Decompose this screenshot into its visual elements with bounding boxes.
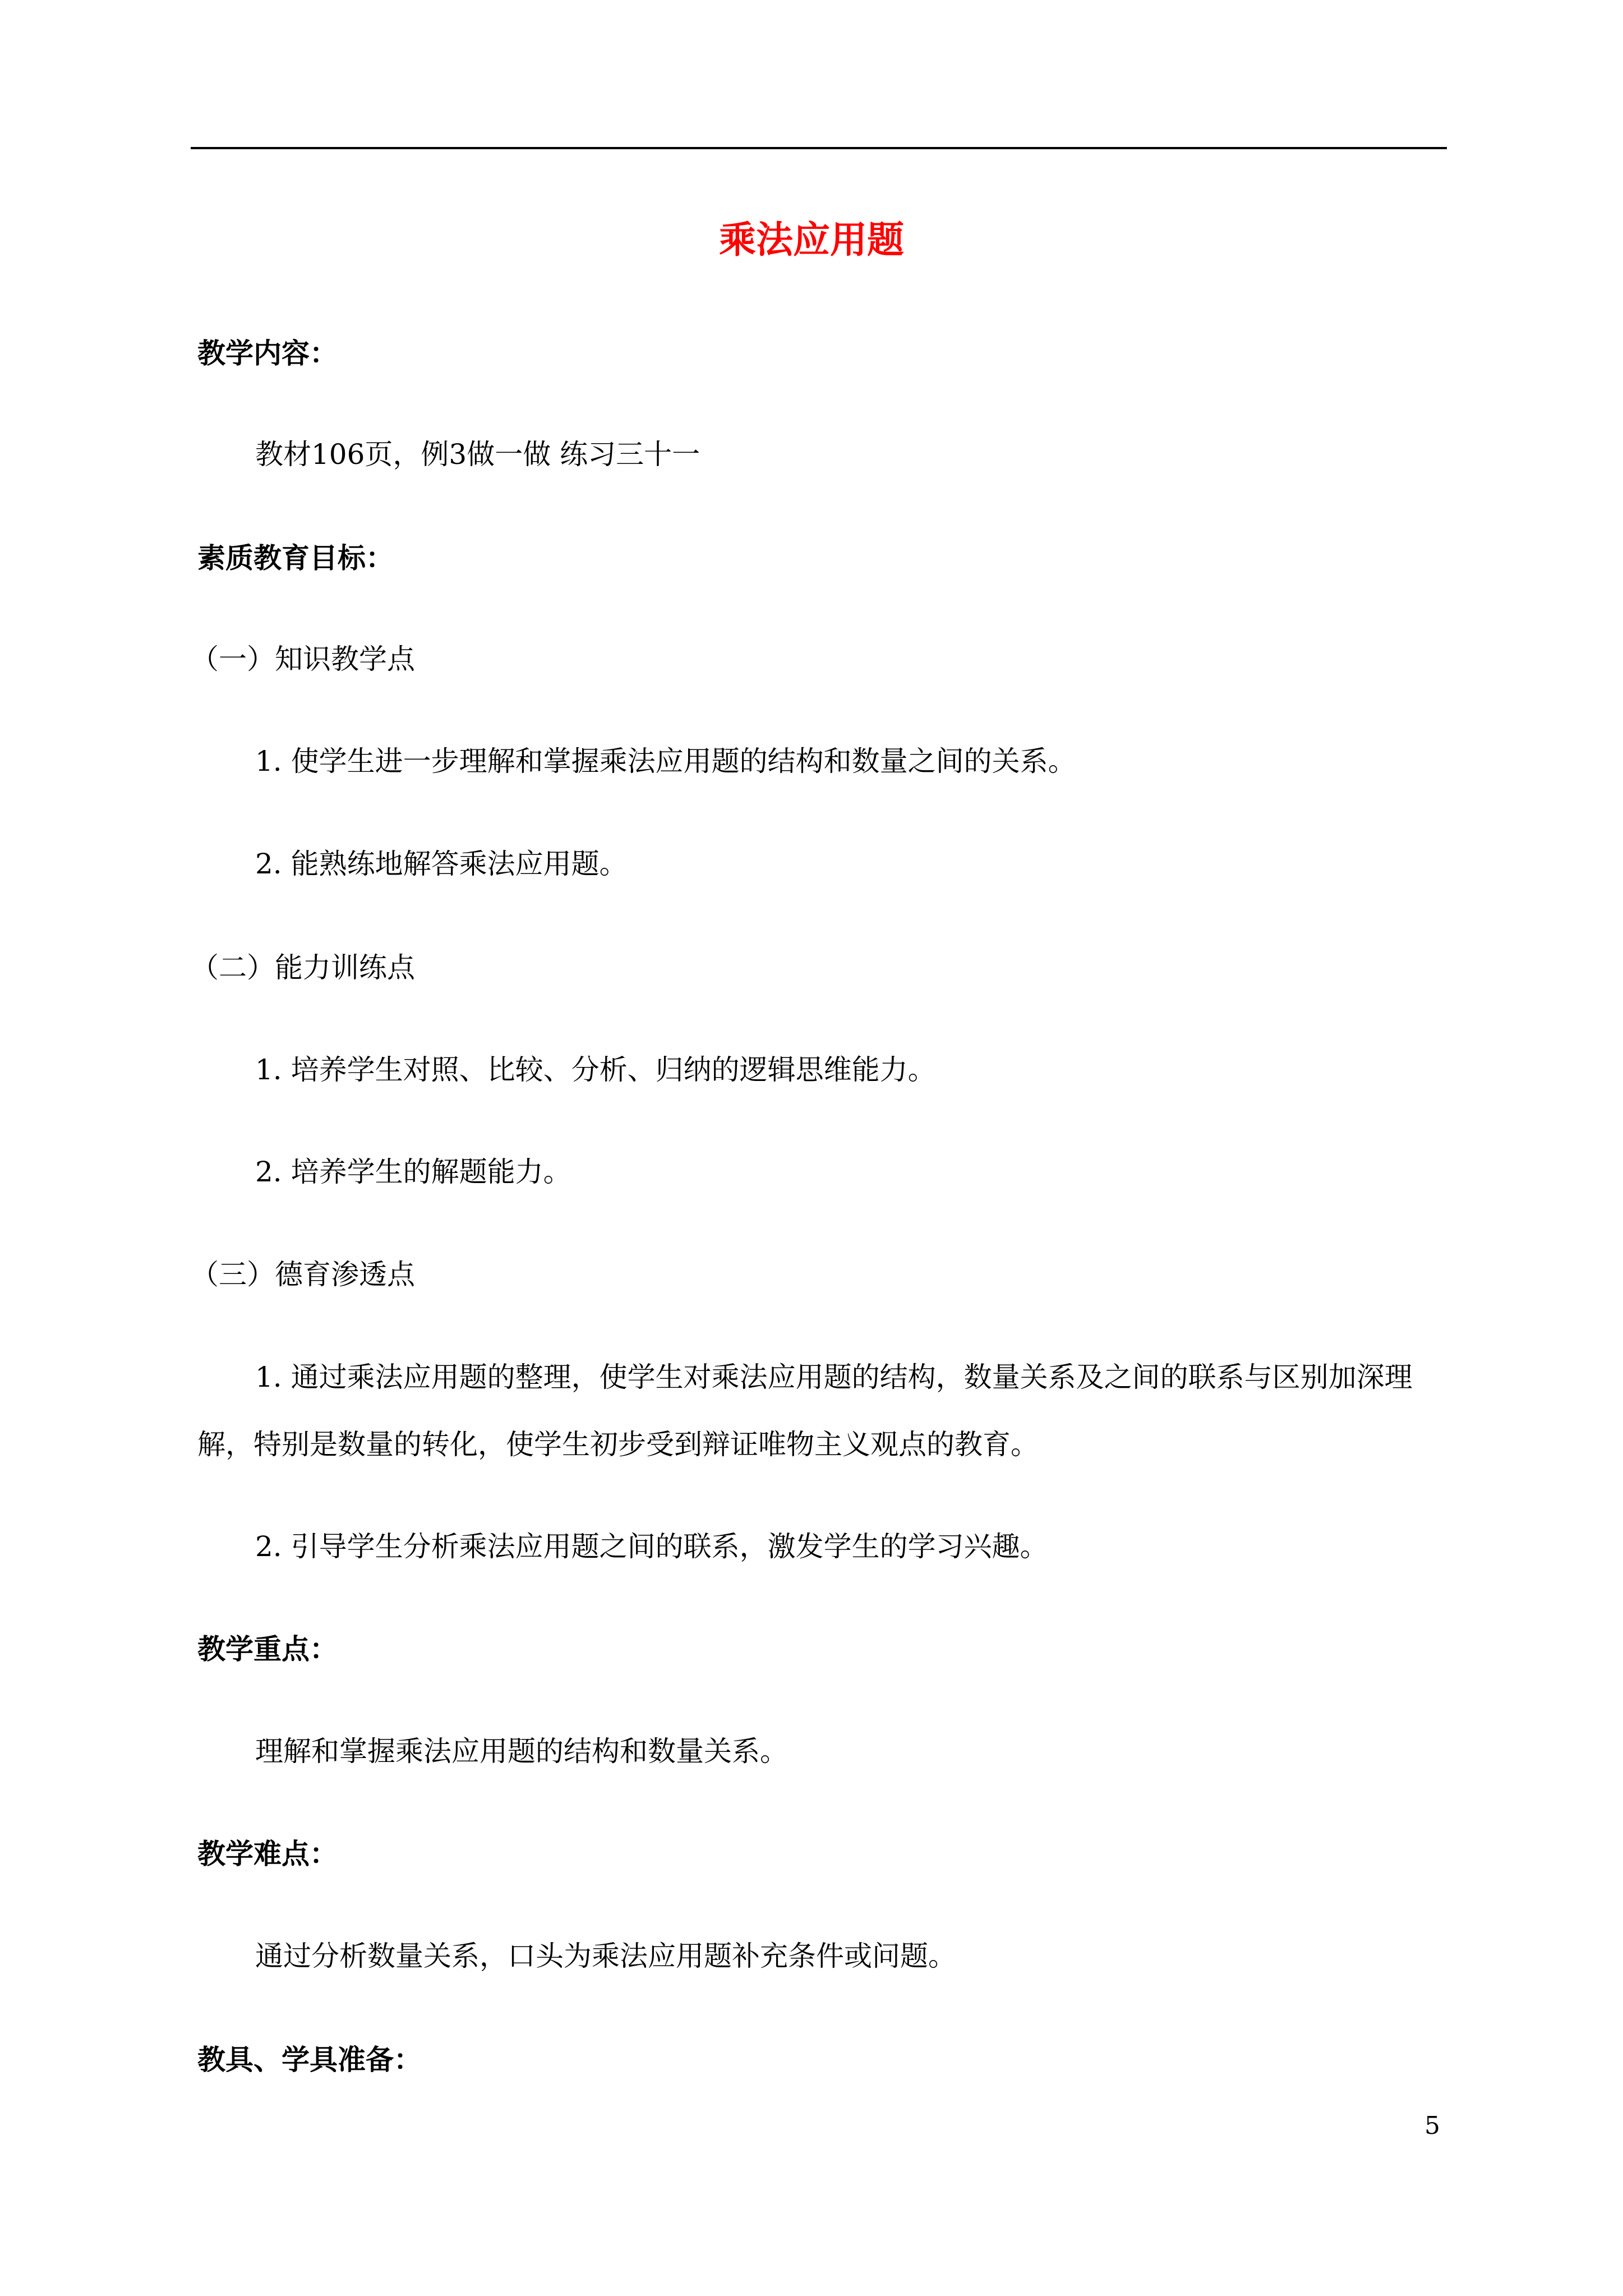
moral-item-1-line-1: 1. 通过乘法应用题的整理，使学生对乘法应用题的结构，数量关系及之间的联系与区别加深理 [255, 1361, 1413, 1393]
key-text: 理解和掌握乘法应用题的结构和数量关系。 [255, 1735, 788, 1768]
section-heading-tools: 教具、学具准备： [197, 2043, 422, 2076]
knowledge-item-2: 2. 能熟练地解答乘法应用题。 [255, 848, 628, 880]
section-heading-goals: 素质教育目标： [197, 541, 394, 574]
section-heading-key: 教学重点： [197, 1632, 338, 1665]
page-number: 5 [1424, 2111, 1440, 2140]
knowledge-item-1: 1. 使学生进一步理解和掌握乘法应用题的结构和数量之间的关系。 [255, 745, 1076, 777]
subheading-knowledge: （一）知识教学点 [191, 643, 415, 675]
ability-item-1: 1. 培养学生对照、比较、分析、归纳的逻辑思维能力。 [255, 1053, 936, 1086]
ability-item-2: 2. 培养学生的解题能力。 [255, 1156, 571, 1188]
subheading-ability: （二）能力训练点 [191, 951, 415, 984]
subheading-moral: （三）德育渗透点 [191, 1258, 415, 1291]
difficulty-text: 通过分析数量关系，口头为乘法应用题补充条件或问题。 [255, 1940, 956, 1972]
section-heading-content: 教学内容： [197, 337, 338, 370]
moral-item-1-line-2: 解，特别是数量的转化，使学生初步受到辩证唯物主义观点的教育。 [197, 1428, 1039, 1461]
moral-item-2: 2. 引导学生分析乘法应用题之间的联系，激发学生的学习兴趣。 [255, 1530, 1048, 1563]
section-heading-difficulty: 教学难点： [197, 1837, 338, 1870]
header-rule [191, 147, 1447, 149]
page-title: 乘法应用题 [719, 218, 904, 261]
content-text: 教材106页，例3做一做 练习三十一 [255, 438, 700, 471]
